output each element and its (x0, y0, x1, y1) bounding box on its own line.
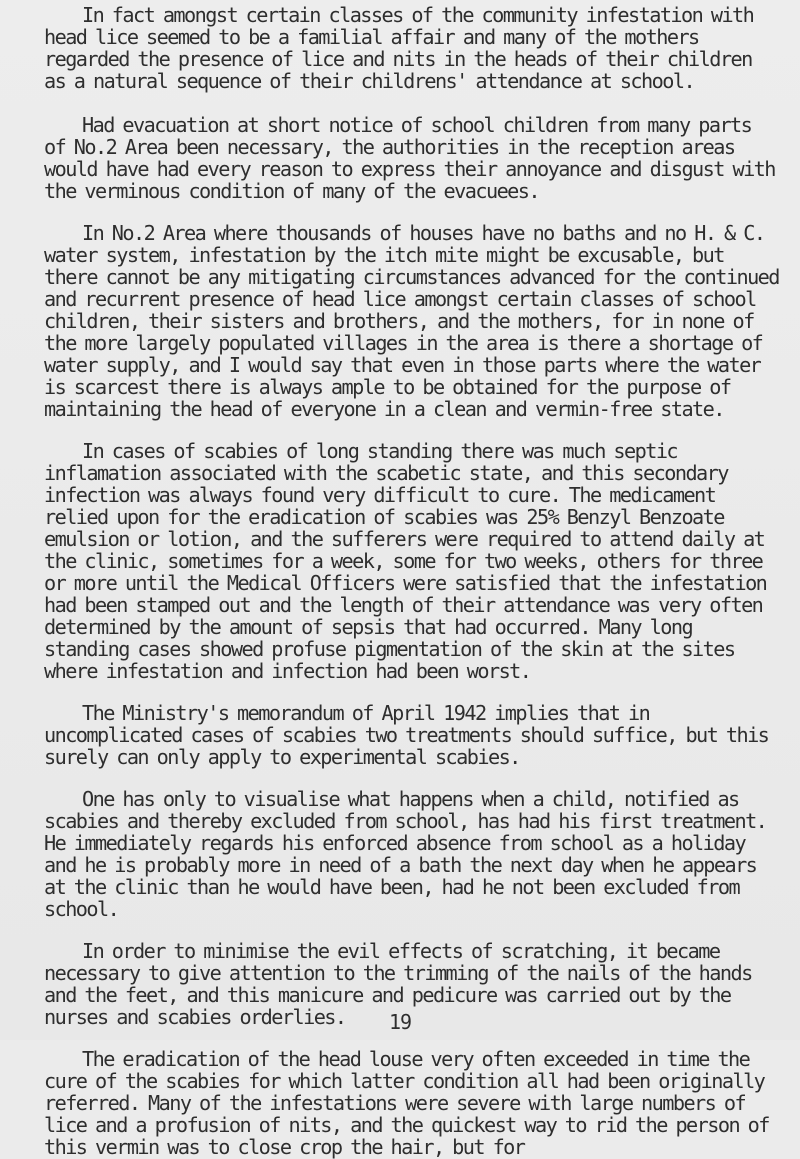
paragraph-head-lice-familial: In fact amongst certain classes of the community infestation with head lice seemed to be a familial affair and many of the mothers regarded the presence of lice and nits in the heads of their children as a natural sequence of their childrens' attendance at school. (44, 3, 754, 93)
paragraph-scabies-treatment: In cases of scabies of long standing there was much septic inflamation associated with the scabetic state, and this secondary infection was always found very difficult to cure. The medicament relied upon for the eradication of scabies was 25% Benzyl Benzoate emulsion or lotion, and the sufferers were required to attend daily at the clinic, sometimes for a week, some for two weeks, others for three or more until the Medical Officers were satisfied that the infestation had been stamped out and the length of their attendance was very often determined by the amount of sepsis that had occurred. Many long standing cases showed profuse pigmentation of the skin at the sites where infestation and infection had been worst. (44, 439, 767, 683)
page-number: 19 (388, 1010, 412, 1034)
paragraph-no2-area-water: In No.2 Area where thousands of houses have no baths and no H. & C. water system, infestation by the itch mite might be excusable, but there cannot be any mitigating circumstances advanced for the continued and recurrent presence of head lice amongst certain classes of school children, their sisters and brothers, and the mothers, for in none of the more largely populated villages in the area is there a shortage of water supply, and I would say that even in those parts where the water is scarcest there is always ample to be obtained for the purpose of maintaining the head of everyone in a clean and vermin-free state. (44, 221, 779, 421)
paragraph-evacuation: Had evacuation at short notice of school children from many parts of No.2 Area been necessary, the authorities in the reception areas would have had every reason to express their annoyance and disgust with the verminous condition of many of the evacuees. (44, 113, 775, 203)
paragraph-child-exclusion: One has only to visualise what happens when a child, notified as scabies and thereby excluded from school, has had his first treatment. He immediately regards his enforced absence from school as a holiday and he is probably more in need of a bath the next day when he appears at the clinic than he would have been, had he not been excluded from school. (44, 787, 767, 921)
paragraph-head-louse-eradication: The eradication of the head louse very often exceeded in time the cure of the scabies for which latter condition all had been originally referred. Many of the infestations were severe with large numbers of lice and a profusion of nits, and the quickest way to rid the person of this vermin was to close crop the hair, but for (44, 1047, 769, 1159)
paragraph-ministry-memorandum: The Ministry's memorandum of April 1942 implies that in uncomplicated cases of scabies two treatments should suffice, but this surely can only apply to experimental scabies. (44, 701, 769, 769)
paragraph-nail-trimming: In order to minimise the evil effects of scratching, it became necessary to give attention to the trimming of the nails of the hands and the feet, and this manicure and pedicure was carried out by the nurses and scabies orderlies. (44, 939, 752, 1029)
